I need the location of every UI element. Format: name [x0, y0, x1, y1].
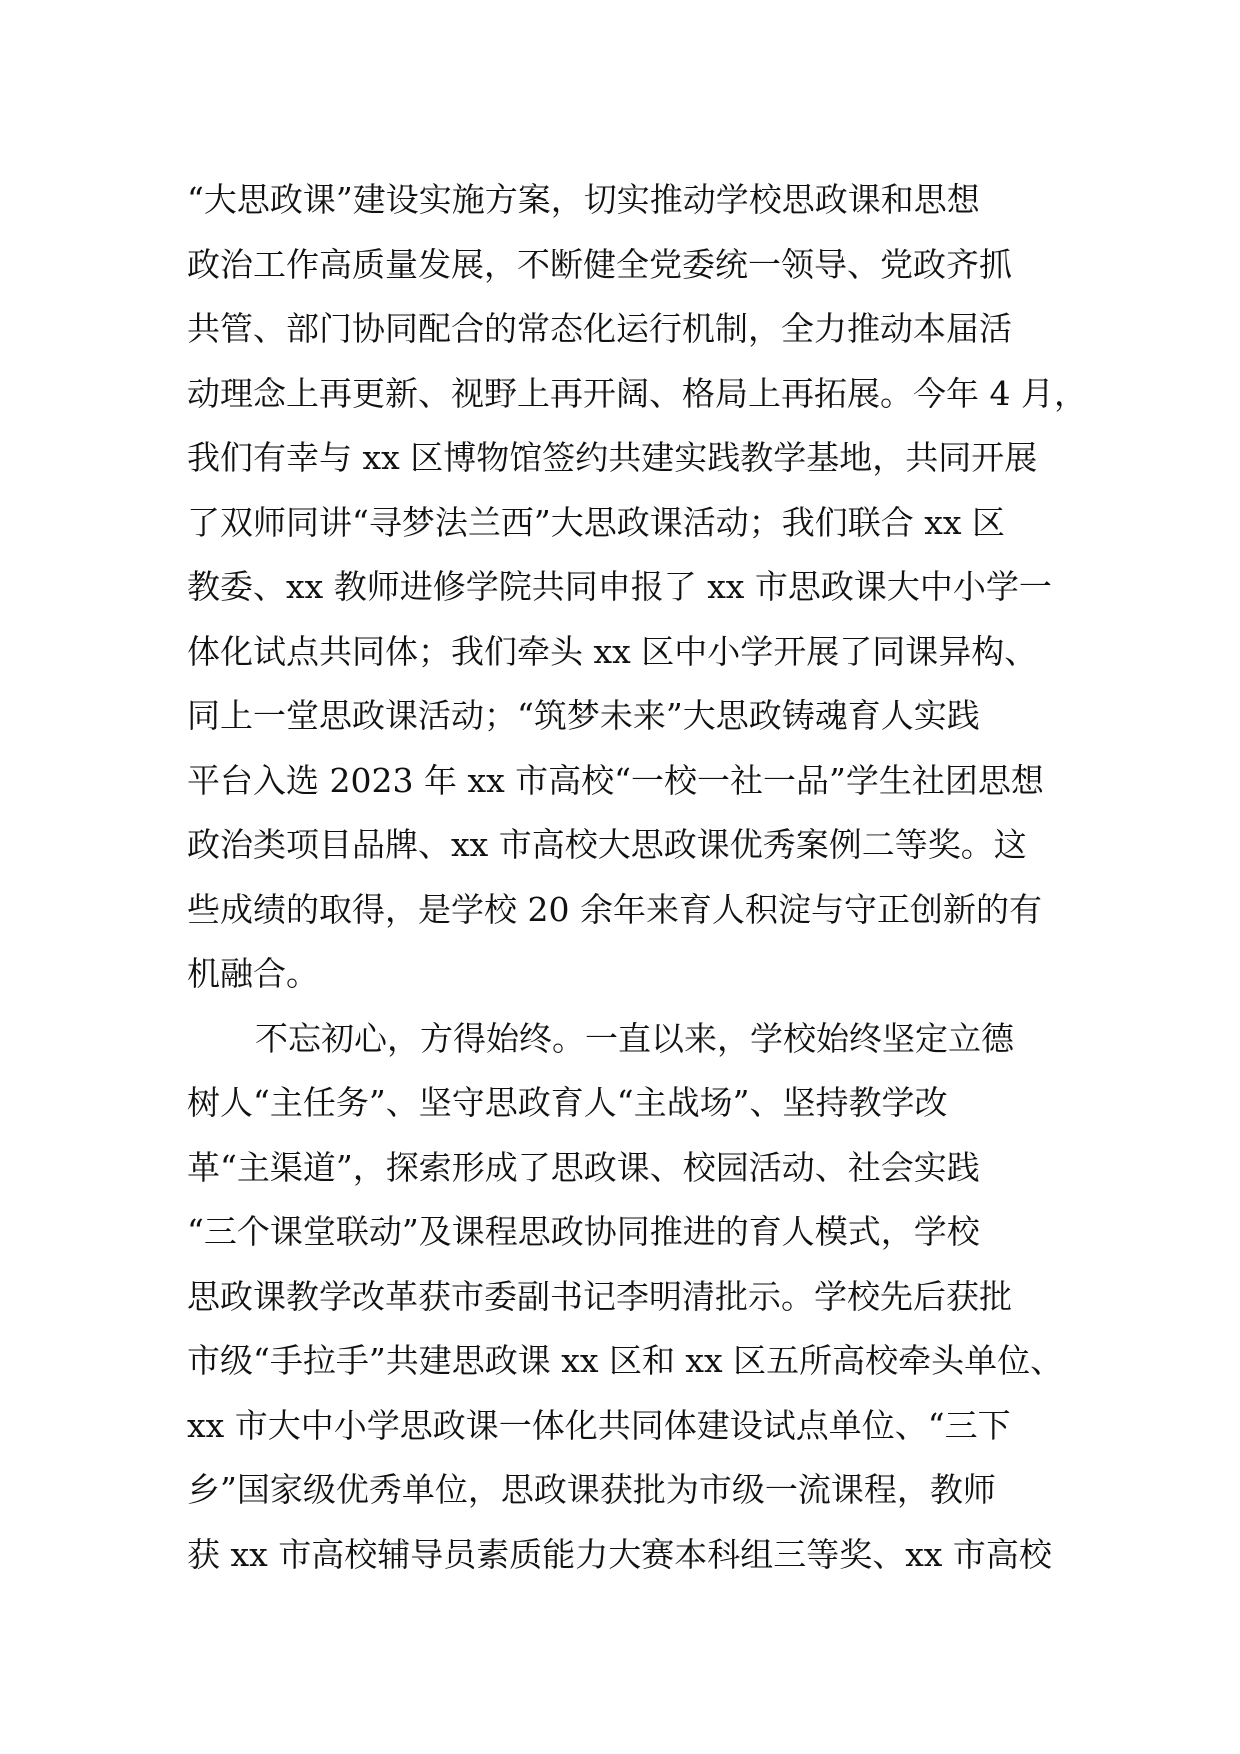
text-line: “大思政课”建设实施方案，切实推动学校思政课和思想	[187, 180, 980, 219]
text-line: 些成绩的取得，是学校 20 余年来育人积淀与守正创新的有	[187, 889, 1042, 929]
text-line: 获 xx 市高校辅导员素质能力大赛本科组三等奖、xx 市高校	[187, 1534, 1052, 1574]
text-line: 我们有幸与 xx 区博物馆签约共建实践教学基地，共同开展	[187, 438, 1038, 477]
text-line: 不忘初心，方得始终。一直以来，学校始终坚定立德	[255, 1018, 1014, 1058]
text-line: 平台入选 2023 年 xx 市高校“一校一社一品”学生社团思想	[187, 760, 1044, 800]
text-line: xx 市大中小学思政课一体化共同体建设试点单位、“三下	[187, 1405, 1011, 1445]
text-line: 共管、部门协同配合的常态化运行机制，全力推动本届活	[187, 309, 1012, 348]
text-line: 同上一堂思政课活动；“筑梦未来”大思政铸魂育人实践	[187, 696, 980, 735]
paragraph	[187, 168, 1097, 1007]
text-line: 体化试点共同体；我们牵头 xx 区中小学开展了同课异构、	[187, 631, 1038, 671]
text-line: 政治工作高质量发展，不断健全党委统一领导、党政齐抓	[187, 244, 1012, 284]
text-line: 机融合。	[187, 954, 319, 993]
text-line: 思政课教学改革获市委副书记李明清批示。学校先后获批	[187, 1276, 1012, 1316]
text-line: 教委、xx 教师进修学院共同申报了 xx 市思政课大中小学一	[187, 567, 1052, 606]
text-line: “三个课堂联动”及课程思政协同推进的育人模式，学校	[187, 1212, 980, 1251]
text-line: 革“主渠道”，探索形成了思政课、校园活动、社会实践	[187, 1147, 980, 1187]
body-text	[187, 168, 1097, 1587]
text-line: 树人“主任务”、坚守思政育人“主战场”、坚持教学改	[187, 1083, 948, 1122]
text-line: 了双师同讲“寻梦法兰西”大思政课活动；我们联合 xx 区	[187, 502, 1005, 542]
text-line: 政治类项目品牌、xx 市高校大思政课优秀案例二等奖。这	[187, 825, 1027, 864]
text-line: 市级“手拉手”共建思政课 xx 区和 xx 区五所高校牵头单位、	[187, 1341, 1064, 1380]
text-line: 乡”国家级优秀单位，思政课获批为市级一流课程，教师	[187, 1470, 996, 1509]
text-line: 动理念上再更新、视野上再开阔、格局上再拓展。今年 4 月，	[187, 373, 1087, 413]
paragraph	[187, 1007, 1097, 1588]
